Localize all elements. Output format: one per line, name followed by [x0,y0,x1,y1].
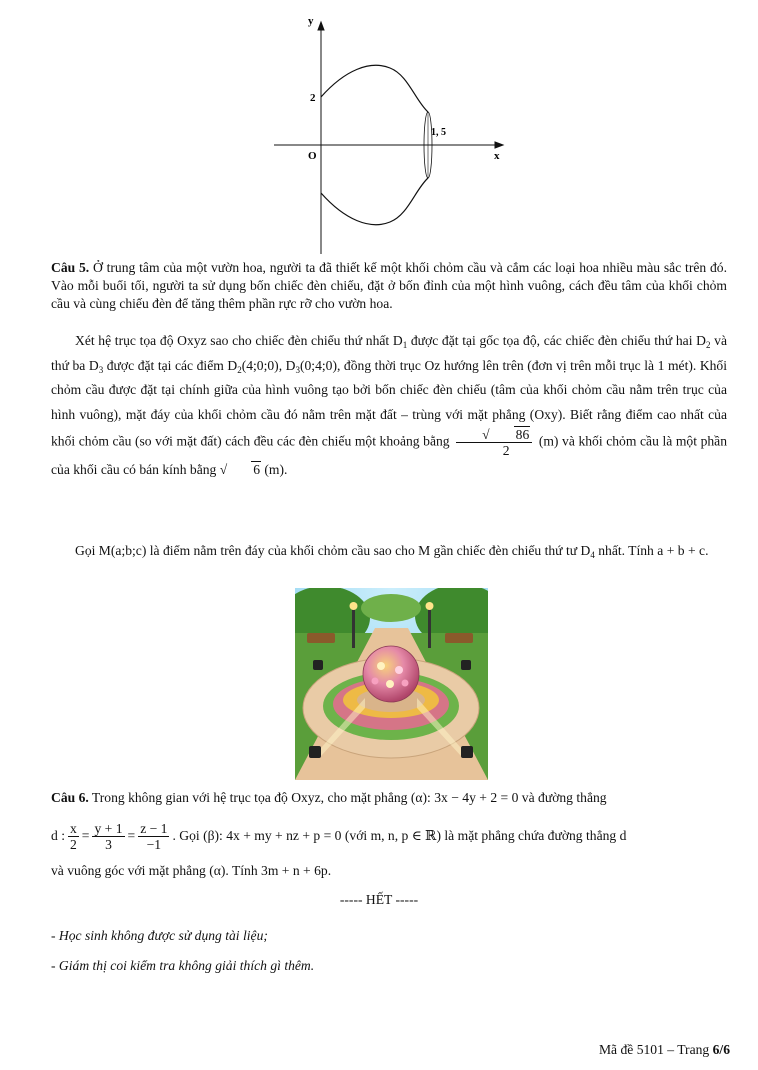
q5-title: Câu 5. [51,260,90,275]
q5-intro [51,259,727,313]
end-mark: ----- HẾT ----- [339,892,419,907]
x-axis-arrow [495,142,503,148]
y-axis-arrow [318,22,324,30]
solid-of-revolution-graph [270,10,510,258]
flower-garden-illustration [295,588,488,780]
note-2: - Giám thị coi kiểm tra không giải thích gì thêm. [51,958,315,973]
page-footer: Mã đề 5101 – Trang 6/6 [598,1042,730,1057]
q5-setup: Xét hệ trục tọa độ Oxyz sao cho chiếc đèn chiếu thứ nhất $D_1$ được đặt tại gốc tọa độ, các chiếc đèn chiếu thứ hai $D_2$ và thứ ba $D_3$ được đặt tại các điểm $D_2(4;0;0)$, $D_3(0;4;0)$, đồng thời trục Oz hướng lên trên (đơn vị trên mỗi trục là 1 mét). Khối chỏm cầu được đặt tại chính giữa của hình vuông tạo bởi bốn chiếc đèn chiếu (tâm của khối chỏm cầu nằm trên trục của hình vuông), mặt đáy của khối chỏm cầu đó nằm trên mặt đất – trùng với mặt phẳng (Oxy). Biết rằng điểm cao nhất của khối chỏm cầu (so với mặt đất) cách đều các đèn chiếu một khoảng bằng $\frac{√ 86}{2}$ (m) và khối chỏm cầu là một phần của khối cầu có bán kính bằng √ 6 (m). [51,333,728,477]
x-label: x [494,150,500,162]
q5-intro-text: Ở trung tâm của một vườn hoa, người ta đã thiết kế một khối chỏm cầu và cắm các loại hoa nhiều màu sắc trên đó. Vào mỗi buổi tối, người ta sử dụng bốn chiếc đèn chiếu, đặt ở bốn đỉnh của một hình vuông, cách đều tâm của khối chỏm cầu và cùng chiếu đèn để tăng thêm phần rực rỡ cho vườn hoa. [51,260,727,311]
q6-title: Câu 6. [51,790,89,805]
origin-label: O [308,150,317,162]
q5-question: Gọi M(a;b;c) là điểm nằm trên đáy của khối chỏm cầu sao cho M gần chiếc đèn chiếu thứ tư $D_4$ nhất. Tính a + b + c. [75,543,709,560]
q6-line2: d : $\frac{x}{2}$ = $\frac{y + 1}{3}$ = $\frac{z - 1}{-1}$ . Gọi (β): 4x + my + nz + p = 0 (với m, n, p ∈ ℝ) là mặt phẳng chứa đường thẳng d [51,821,627,853]
q6-line3: và vuông góc với mặt phẳng (α). Tính 3m + n + 6p. [51,863,332,878]
x-tick-label: 1, 5 [431,127,446,138]
distance-fraction: $\frac{√ 86}{2}$ [456,427,532,458]
note-1: - Học sinh không được sử dụng tài liệu; [51,928,268,943]
upper-curve [321,65,428,112]
y-label: y [308,15,314,27]
y-tick-label: 2 [310,92,316,104]
q6-line1: Câu 6. Trong không gian với hệ trục tọa độ Oxyz, cho mặt phẳng (α): 3x − 4y + 2 = 0 và đường thẳng [51,790,607,805]
lower-curve [321,178,428,225]
